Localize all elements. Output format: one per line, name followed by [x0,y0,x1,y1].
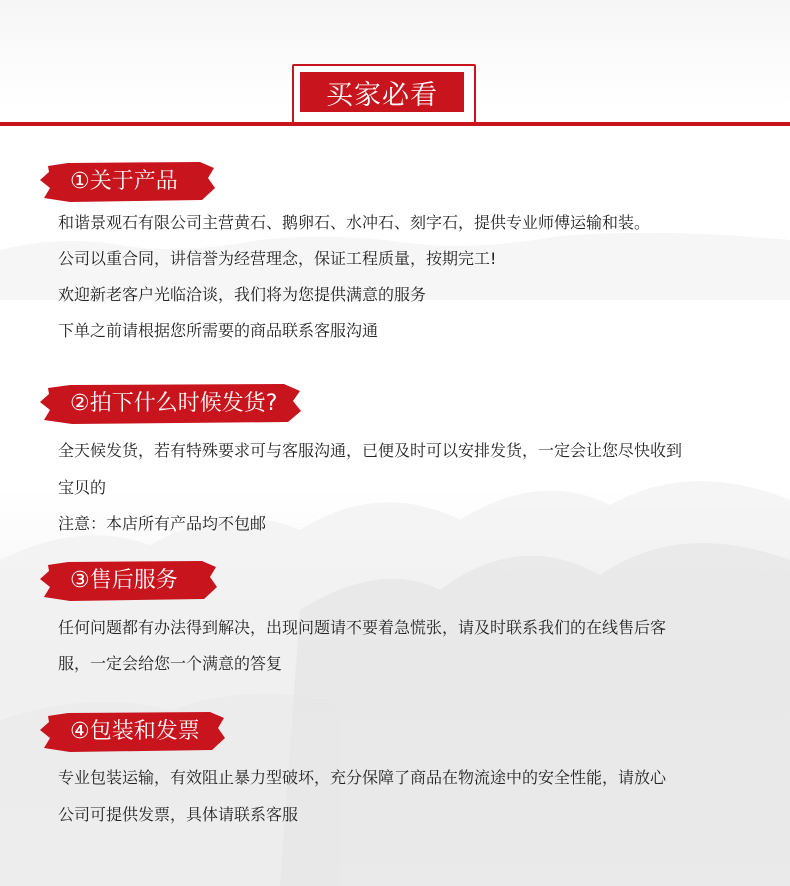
paragraph-line: 公司以重合同，讲信誉为经营理念，保证工程质量，按期完工! [58,249,497,268]
section-title: ④包装和发票 [70,719,200,744]
paragraph-line: 欢迎新老客户光临洽谈，我们将为您提供满意的服务 [58,285,427,304]
page-title-banner [292,64,474,122]
paragraph-line: 和谐景观石有限公司主营黄石、鹅卵石、水冲石、刻字石，提供专业师傅运输和装。 [58,213,651,232]
section-title: ①关于产品 [70,169,178,194]
paragraph-line: 宝贝的 [58,478,107,497]
paragraph-line: 公司可提供发票，具体请联系客服 [58,805,299,824]
paragraph-line: 专业包装运输，有效阻止暴力型破坏，充分保障了商品在物流途中的安全性能，请放心 [58,768,667,787]
section-heading-after-sales [40,559,218,603]
section-heading-packaging-invoice [40,710,226,754]
paragraph-line: 服，一定会给您一个满意的答复 [58,654,283,673]
section-title: ②拍下什么时候发货? [70,391,278,416]
paragraph-line: 注意：本店所有产品均不包邮 [58,514,267,533]
page-title: 买家必看 [300,72,464,112]
paragraph-line: 任何问题都有办法得到解决，出现问题请不要着急慌张，请及时联系我们的在线售后客 [58,618,667,637]
section-title: ③售后服务 [70,568,178,593]
section-heading-about-products [40,160,216,204]
section-heading-shipping [40,382,302,426]
paragraph-line: 全天候发货，若有特殊要求可与客服沟通，已便及时可以安排发货，一定会让您尽快收到 [58,441,683,460]
paragraph-line: 下单之前请根据您所需要的商品联系客服沟通 [58,321,379,340]
